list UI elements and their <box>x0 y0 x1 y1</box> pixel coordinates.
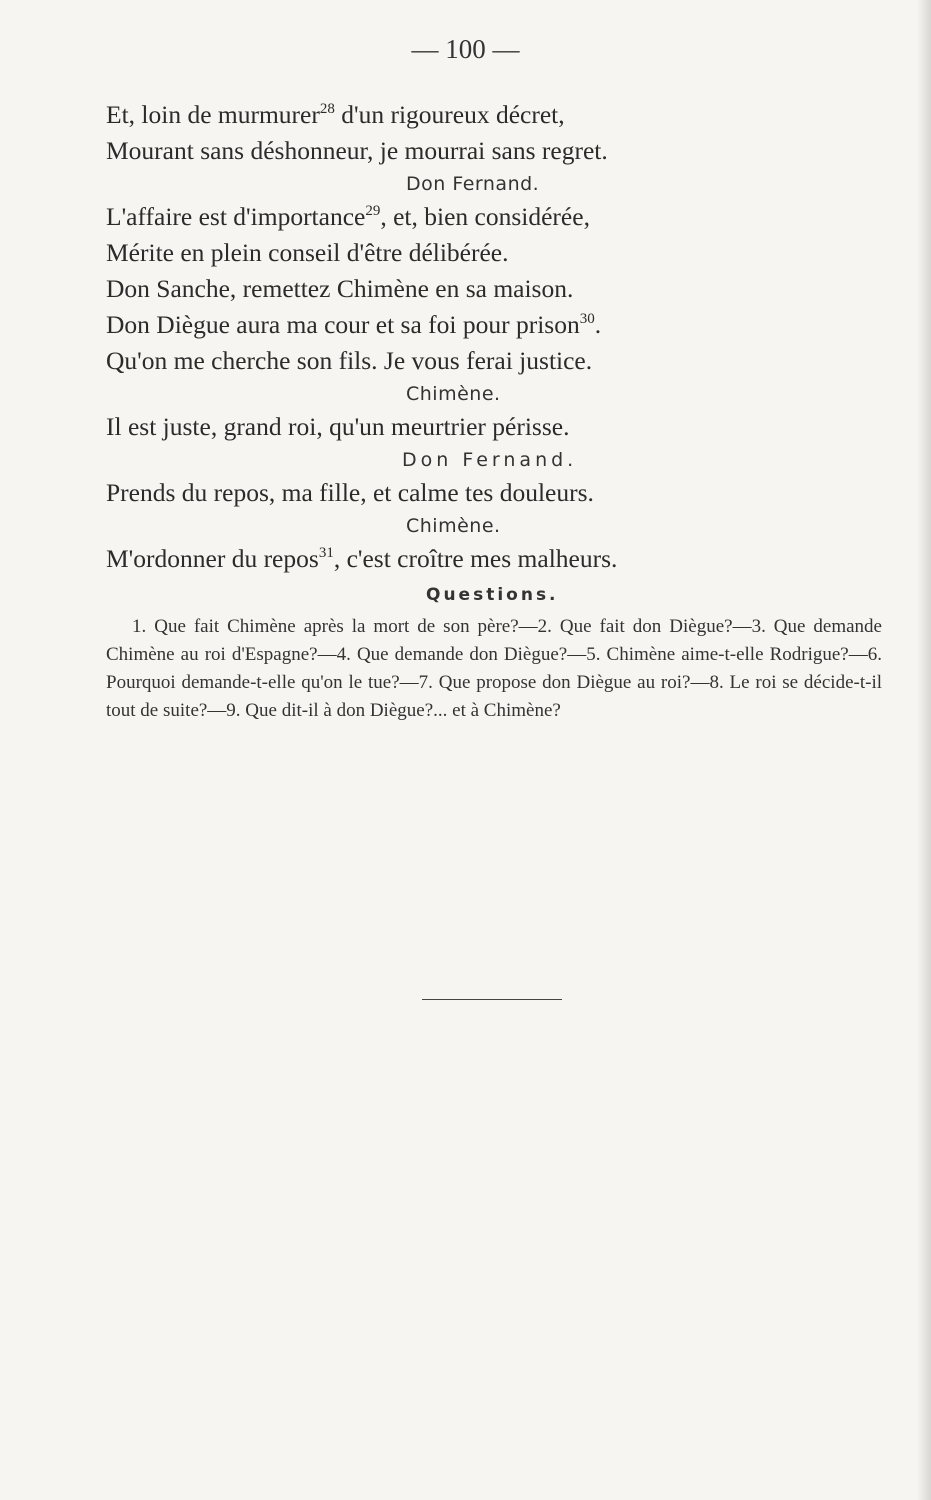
speaker-name: Chimène. <box>406 515 501 537</box>
verse-line <box>106 343 896 379</box>
page-number: — 100 — <box>411 34 520 64</box>
verse-text: L'affaire est d'importance <box>106 202 366 231</box>
verse-block <box>106 97 896 577</box>
footnote-marker: 31 <box>318 545 334 561</box>
verse-text-tail: , c'est croître mes malheurs. <box>333 544 618 573</box>
verse-text-tail: , et, bien considérée, <box>380 202 590 231</box>
questions-text <box>106 613 882 725</box>
verse-text: M'ordonner du repos <box>106 544 319 573</box>
verse-line <box>106 541 896 577</box>
speaker-name: Don Fernand. <box>406 173 540 195</box>
separator-rule <box>422 999 562 1000</box>
verse-line <box>106 271 896 307</box>
verse-line <box>106 475 896 511</box>
verse-line <box>106 235 896 271</box>
verse-line <box>106 199 896 235</box>
verse-text: Mérite en plein conseil d'être délibérée. <box>106 238 509 267</box>
verse-text: Il est juste, grand roi, qu'un meurtrier périsse. <box>106 412 570 441</box>
questions-title: Questions. <box>426 585 559 605</box>
verse-line <box>106 97 896 133</box>
verse-text: Prends du repos, ma fille, et calme tes douleurs. <box>106 478 594 507</box>
speaker-name: Chimène. <box>406 383 501 405</box>
verse-text-tail: d'un rigoureux décret, <box>334 100 565 129</box>
verse-line <box>106 133 896 169</box>
verse-text: Qu'on me cherche son fils. Je vous ferai justice. <box>106 346 593 375</box>
footnote-marker: 29 <box>365 203 381 219</box>
questions-body: 1. Que fait Chimène après la mort de son père?—2. Que fait don Diègue?—3. Que demande Chimène au roi d'Espagne?—4. Que demande don Diègue?—5. Chimène aime-t-elle Rodrigue?—6. Pourquoi demande-t-elle qu'on le tue?—7. Que propose don Diègue au roi?—8. Le roi se décide-t-il tout de suite?—9. Que dit-il à don Diègue?... et à Chimène? <box>106 616 882 721</box>
verse-line <box>106 409 896 445</box>
verse-text: Don Diègue aura ma cour et sa foi pour prison <box>106 310 580 339</box>
footnote-marker: 28 <box>319 101 335 117</box>
verse-text: Mourant sans déshonneur, je mourrai sans regret. <box>106 136 608 165</box>
footnote-marker: 30 <box>579 311 595 327</box>
verse-text: Et, loin de murmurer <box>106 100 320 129</box>
speaker-name: Don Fernand. <box>402 449 578 471</box>
page-edge <box>917 0 931 1500</box>
page-content <box>106 97 896 725</box>
verse-text: Don Sanche, remettez Chimène en sa maison. <box>106 274 574 303</box>
verse-line <box>106 307 896 343</box>
verse-text-tail: . <box>594 310 602 339</box>
